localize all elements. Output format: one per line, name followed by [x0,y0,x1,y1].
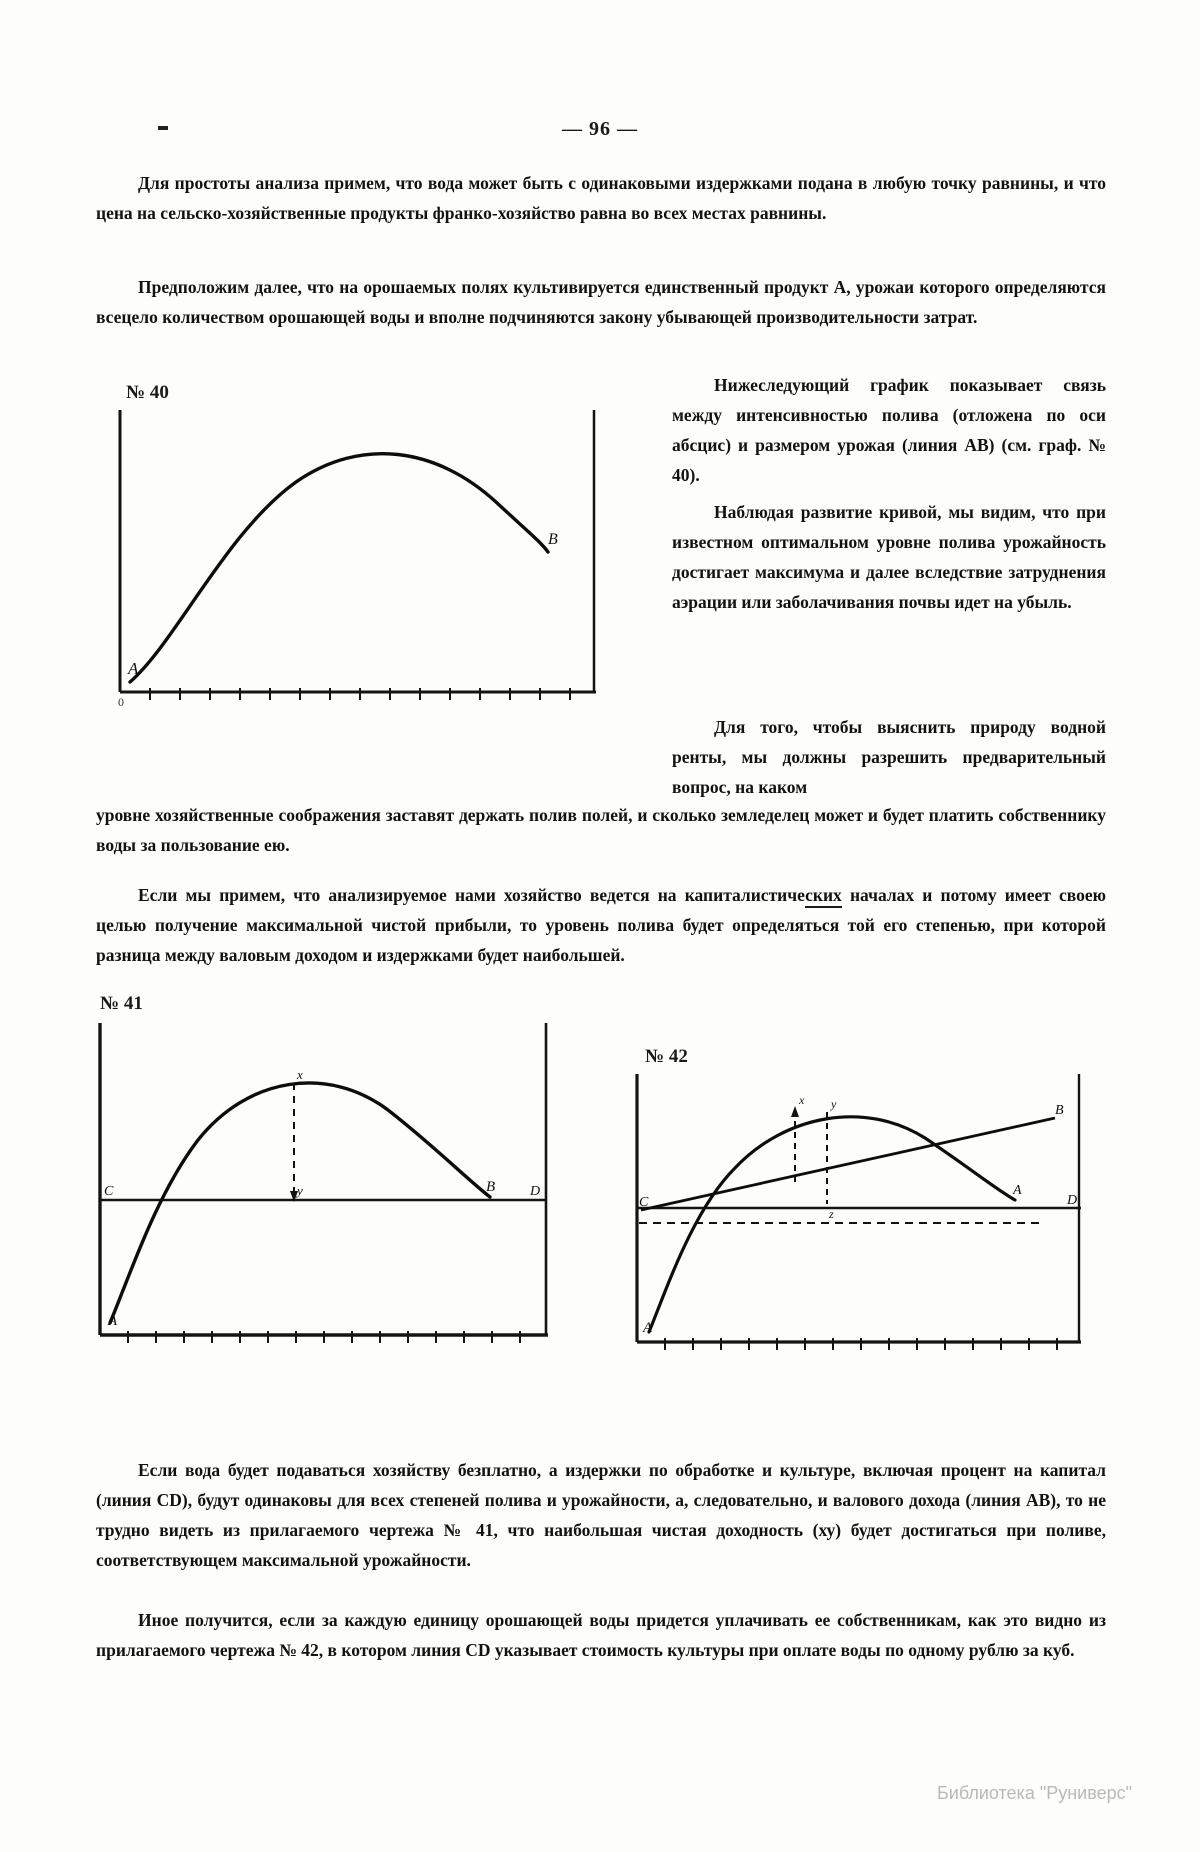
paragraph-right-3: Для того, чтобы выяснить природу водной ренты, мы должны разрешить предварительный вопрос, на каком [672,717,1106,797]
svg-text:z: z [829,1207,834,1221]
svg-text:y: y [297,1183,303,1198]
svg-text:C: C [639,1195,649,1210]
svg-text:y: y [831,1097,837,1111]
figure-41-label: № 41 [100,993,143,1014]
figure-40-label: № 40 [126,382,169,403]
svg-text:A: A [1013,1183,1022,1198]
svg-text:C: C [104,1184,114,1199]
svg-text:B: B [1055,1103,1064,1118]
svg-text:x: x [799,1093,805,1107]
svg-text:B: B [486,1179,496,1195]
page-number: — 96 — [562,118,638,140]
paragraph-3: уровне хозяйственные соображения заставят держать полив полей, и сколько земледелец может и будет платить собственнику воды за пользование ею. [96,805,1106,855]
svg-text:D: D [530,1184,541,1199]
figure-42-graphic [615,1060,1115,1390]
figure-40 [96,382,656,737]
figure-40-graphic [96,392,656,737]
figure-42-label: № 42 [645,1046,688,1067]
paragraph-2: Предположим далее, что на орошаемых полях культивируется единственный продукт А, урожаи которого определяются всецело количеством орошающей воды и вполне подчиняются закону убывающей производительности затрат. [96,277,1106,327]
library-watermark: Библиотека "Руниверс" [936,1783,1132,1803]
figure-41 [78,993,578,1385]
svg-text:0: 0 [118,695,124,709]
svg-text:A: A [128,659,139,678]
paragraph-4-underlined: ских [805,885,842,908]
svg-text:B: B [548,531,558,548]
paragraph-5: Если вода будет подаваться хозяйству безплатно, а издержки по обработке и культуре, включая процент на капитал (линия CD), будут одинаковы для всех степеней полива и урожайности, а, следовательно, и валового дохода (линия АВ), то не трудно видеть из прилагаемого чертежа № 41, что наибольшая чистая доходность (ху) будет достигаться при поливе, соответствующем максимальной урожайности. [96,1460,1106,1570]
paragraph-4-rest: началах и потому имеет своею целью получение максимальной чистой прибыли, то уровень полива будет определяться той его степенью, при которой разница между валовым доходом и издержками будет наибольшей. [96,885,1106,965]
paragraph-4-start: Если мы примем, что анализируемое нами хозяйство ведется на капиталистиче [138,885,806,905]
svg-text:x: x [297,1067,303,1082]
svg-text:A: A [108,1313,118,1329]
paragraph-4 [96,880,1106,970]
figure-41-graphic [78,1005,578,1385]
svg-text:D: D [1067,1193,1078,1208]
figure-42 [615,1046,1115,1390]
paragraph-6: Иное получится, если за каждую единицу орошающей воды придется уплачивать ее собственникам, как это видно из прилагаемого чертежа № 42, в котором линия CD указывает стоимость культуры при оплате воды по одному рублю за куб. [96,1610,1106,1660]
paragraph-right-1: Нижеследующий график показывает связь между интенсивностью полива (отложена по оси абсцис) и размером урожая (линия АВ) (см. граф. № 40). [672,375,1106,485]
paragraph-right-2: Наблюдая развитие кривой, мы видим, что при известном оптимальном уровне полива урожайность достигает максимума и далее вследствие затруднения аэрации или заболачивания почвы идет на убыль. [672,502,1106,612]
paragraph-1: Для простоты анализа примем, что вода может быть с одинаковыми издержками подана в любую точку равнины, и что цена на сельско-хозяйственные продукты франко-хозяйство равна во всех местах равнины. [96,173,1106,223]
svg-text:A: A [643,1320,653,1336]
